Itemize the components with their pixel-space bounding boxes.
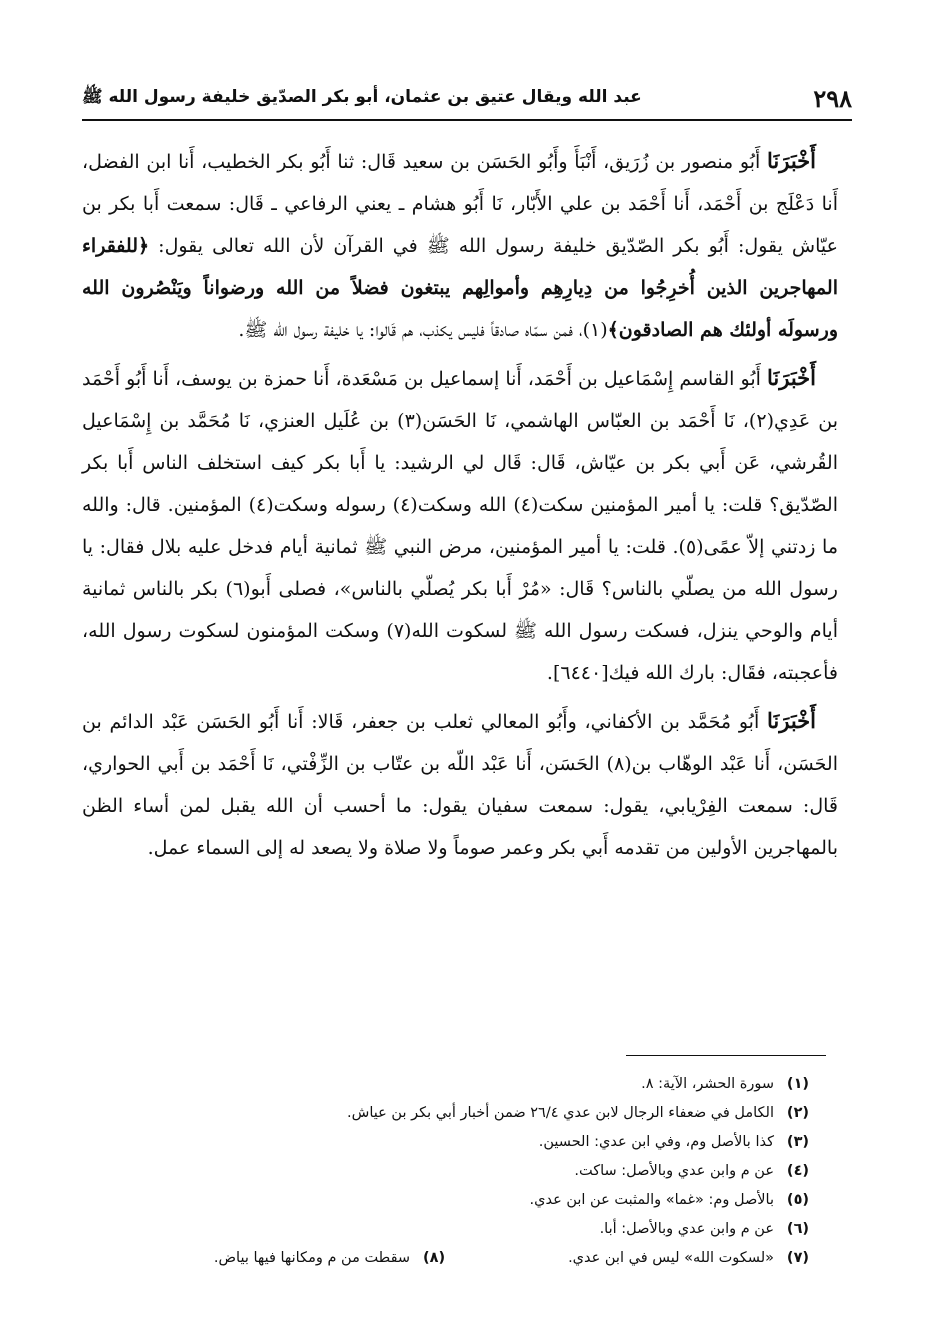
running-header <box>82 78 852 118</box>
footnote-number: (٣) <box>786 1134 810 1150</box>
quran-verse: ﴿للفقراء المهاجرين الذين أُخرِجُوا من دِيارِهِم وأموالِهم يبتغون فضلاً من الله ورضواناً ويَنْصُرون الله ورسولَه أولئك هم الصادقون﴾ <box>82 235 838 341</box>
paragraph-text: أَبُو مُحَمَّد بن الأكفاني، وأَبُو المعالي ثعلب بن جعفر، قَالا: أَنا أَبُو الحَسَن عَبْد الدائم بن الحَسَن، أَنا عَبْد الوهّاب بن(٨) الحَسَن، أَنا عَبْد اللّه بن عتّاب بن الزِّفْتي، نَا أَحْمَد بن أَبي الحواري، قَال: سمعت الفِرْيابي، يقول: سمعت سفيان يقول: ما أحسب أن الله يقبل لمن أساء الظن بالمهاجرين الأولين من تقدمه أَبي بكر وعمر صوماً ولا صلاة ولا يصعد له إلى السماء عمل. <box>82 711 838 859</box>
footnote-row <box>82 1128 822 1157</box>
paragraph-text: أَبُو منصور بن زُرَيق، أَنْبَأَ وأَبُو الحَسَن بن سعيد قَال: ثنا أَبُو بكر الخطيب، أَنا ابن الفضل، أَنا دَعْلَج بن أَحْمَد، أَنا أَحْمَد بن علي الأَبّار، نَا أَبُو هشام ـ يعني الرفاعي ـ قَال: سمعت أَبا بكر بن عيّاش يقول: أَبُو بكر الصّدّيق خليفة رسول الله ﷺ في القرآن لأن الله تعالى يقول: <box>82 151 838 257</box>
footnote-number: (٦) <box>786 1221 810 1237</box>
main-text <box>82 140 838 875</box>
footnote-text: سورة الحشر، الآية: ٨. <box>641 1076 774 1092</box>
footnote-text: بالأصل وم: «غما» والمثبت عن ابن عدي. <box>529 1192 774 1208</box>
footnote-row <box>82 1157 822 1186</box>
page-number: ٢٩٨ <box>813 84 852 113</box>
paragraph-1 <box>82 140 838 351</box>
paragraph-text: أَبُو القاسم إِسْمَاعيل بن أَحْمَد، أَنا إسماعيل بن مَسْعَدة، أَنا حمزة بن يوسف، أَنا أَبُو أَحْمَد بن عَدِي(٢)، نَا أَحْمَد بن العبّاس الهاشمي، نَا الحَسَن(٣) بن عُلَيل العنزي، نَا مُحَمَّد بن إِسْمَاعيل القُرشي، عَن أَبي بكر بن عيّاش، قَال: قَال لي الرشيد: يا أَبا بكر كيف استخلف الناس أَبا بكر الصّدّيق؟ قلت: يا أمير المؤمنين سكت(٤) الله وسكت(٤) رسوله وسكت(٤) المؤمنين. قال: والله ما زدتني إلاّ عمًى(٥). قلت: يا أمير المؤمنين، مرض النبي ﷺ ثمانية أيام فدخل عليه بلال فقال: يا رسول الله من يصلّي بالناس؟ قَال: «مُرْ أَبا بكر يُصلّي بالناس»، فصلى أَبو(٦) بكر بالناس ثمانية أيام والوحي ينزل، فسكت رسول الله ﷺ لسكوت الله(٧) وسكت المؤمنون لسكوت رسول الله، فأعجبته، فقَال: بارك الله فيك[٦٤٤٠]. <box>82 368 839 684</box>
paragraph-lead: أَخْبَرَنَا <box>767 365 816 390</box>
footnote-text: عن م وابن عدي وبالأصل: أبا. <box>599 1221 774 1237</box>
footnote-text: الكامل في ضعفاء الرجال لابن عدي ٢٦/٤ ضمن أخبار أبي بكر بن عياش. <box>347 1105 774 1121</box>
header-divider <box>82 119 852 121</box>
paragraph-lead: أَخْبَرَنَا <box>767 708 816 733</box>
paragraph-2 <box>82 357 838 694</box>
footnote-row <box>82 1215 822 1244</box>
header-title: عبد الله ويقال عتيق بن عثمان، أبو بكر الصدّيق خليفة رسول الله ﷺ <box>82 87 642 107</box>
footnote-number: (٥) <box>786 1192 810 1208</box>
footnote-number: (٧) <box>786 1250 810 1266</box>
footnote-divider <box>626 1055 826 1056</box>
paragraph-text-after: (١)، فمن سمّاه صادقاً فليس يكذب، هم قَالوا: يا خليفة رسول الله ﷺ. <box>238 319 608 341</box>
footnotes <box>82 1070 822 1273</box>
footnote-text: «لسكوت الله» ليس في ابن عدي. <box>568 1250 774 1266</box>
footnote-5 <box>530 1186 823 1215</box>
footnote-2 <box>347 1099 822 1128</box>
footnote-number: (٤) <box>786 1163 810 1179</box>
footnote-6 <box>600 1215 822 1244</box>
footnote-7 <box>568 1244 822 1273</box>
footnote-4 <box>574 1157 822 1186</box>
footnote-8 <box>214 1244 458 1273</box>
paragraph-3 <box>82 700 838 869</box>
footnote-number: (٨) <box>422 1250 446 1266</box>
footnote-text: سقطت من م ومكانها فيها بياض. <box>213 1250 411 1266</box>
footnote-1 <box>641 1070 822 1099</box>
footnote-row <box>82 1186 822 1215</box>
footnote-number: (١) <box>786 1076 810 1092</box>
footnote-text: عن م وابن عدي وبالأصل: ساكت. <box>574 1163 774 1179</box>
paragraph-lead: أَخْبَرَنَا <box>767 148 816 173</box>
footnote-number: (٢) <box>786 1105 810 1121</box>
footnote-row <box>82 1244 822 1273</box>
footnote-row <box>82 1070 822 1099</box>
footnote-row <box>82 1099 822 1128</box>
footnote-3 <box>539 1128 822 1157</box>
footnote-text: كذا بالأصل وم، وفي ابن عدي: الحسين. <box>538 1134 774 1150</box>
